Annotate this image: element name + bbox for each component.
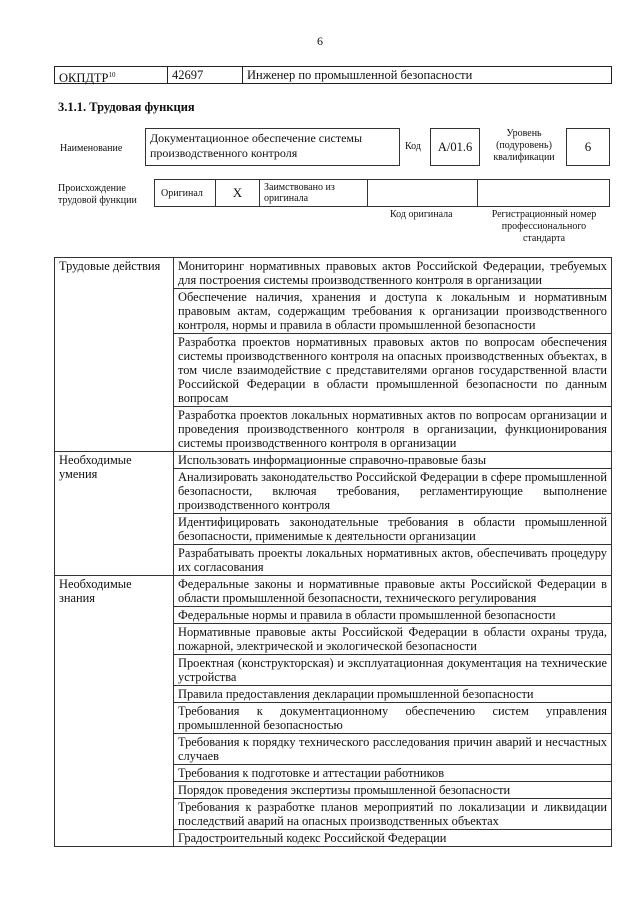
okpdtr-code: 42697 xyxy=(168,67,243,83)
reg-number-cell xyxy=(478,179,610,207)
table-row xyxy=(55,452,612,469)
item-cell: Требования к разработке планов мероприятий по локализации и ликвидации последствий аварий на опасных производственных объектах xyxy=(174,799,612,830)
okpdtr-title: Инженер по промышленной безопасности xyxy=(247,68,473,82)
level-label: Уровень (подуровень) квалификации xyxy=(493,128,555,163)
item-cell: Требования к документационному обеспечению систем управления промышленной безопасностью xyxy=(174,703,612,734)
page-number: 6 xyxy=(317,34,323,48)
table-row xyxy=(55,258,612,289)
item-cell: Разработка проектов нормативных правовых актов по вопросам обеспечения системы производственного контроля на опасных производственных объектах, в том числе взаимодействие с представителями органов государственной власти Российской Федерации в области промышленной безопасности по данным вопросам xyxy=(174,334,612,407)
item-cell: Разработка проектов локальных нормативных актов по вопросам организации и проведения производственного контроля в организации, функционирования системы производственного контроля в организации xyxy=(174,407,612,452)
item-cell: Мониторинг нормативных правовых актов Российской Федерации, требуемых для построения системы производственного контроля в организации xyxy=(174,258,612,289)
function-name: Документационное обеспечение системы производственного контроля xyxy=(145,128,400,166)
item-cell: Использовать информационные справочно-правовые базы xyxy=(174,452,612,469)
original-label: Оригинал xyxy=(154,179,216,207)
reg-number-label: Регистрационный номер профессионального стандарта xyxy=(491,209,597,244)
item-cell: Правила предоставления декларации промышленной безопасности xyxy=(174,686,612,703)
okpdtr-label: ОКПДТР xyxy=(59,71,109,86)
item-cell: Федеральные законы и нормативные правовые акты Российской Федерации в области промышленной безопасности, технического регулирования xyxy=(174,576,612,607)
item-cell: Градостроительный кодекс Российской Федерации xyxy=(174,830,612,847)
category-cell: Необходимые знания xyxy=(55,576,174,847)
original-mark: X xyxy=(216,179,260,207)
labor-function-table xyxy=(54,257,612,847)
name-label: Наименование xyxy=(60,143,123,154)
okpdtr-row xyxy=(54,66,612,84)
okpdtr-footnote: 10 xyxy=(108,71,116,79)
code-label: Код xyxy=(405,141,421,152)
origin-row xyxy=(154,179,610,207)
original-code-cell xyxy=(368,179,478,207)
okpdtr-label-cell xyxy=(55,67,168,86)
item-cell: Проектная (конструкторская) и эксплуатационная документация на технические устройства xyxy=(174,655,612,686)
table-row xyxy=(55,576,612,607)
category-cell: Трудовые действия xyxy=(55,258,174,452)
item-cell: Обеспечение наличия, хранения и доступа к локальным и нормативным правовым актам, содержащим требования к организации производственного контроля, нормы и правила в области промышленной безопасности xyxy=(174,289,612,334)
item-cell: Идентифицировать законодательные требования в области промышленной безопасности, применимые к деятельности организации xyxy=(174,514,612,545)
item-cell: Нормативные правовые акты Российской Федерации в области охраны труда, пожарной, электрической и экологической безопасности xyxy=(174,624,612,655)
item-cell: Требования к подготовке и аттестации работников xyxy=(174,765,612,782)
item-cell: Анализировать законодательство Российской Федерации в сфере промышленной безопасности, включая требования, регламентирующие выполнение производственного контроля xyxy=(174,469,612,514)
origin-label: Происхождение трудовой функции xyxy=(58,183,137,206)
category-cell: Необходимые умения xyxy=(55,452,174,576)
item-cell: Требования к порядку технического расследования причин аварий и несчастных случаев xyxy=(174,734,612,765)
section-title: 3.1.1. Трудовая функция xyxy=(58,100,195,114)
code-original-label: Код оригинала xyxy=(390,209,453,220)
item-cell: Федеральные нормы и правила в области промышленной безопасности xyxy=(174,607,612,624)
function-code: A/01.6 xyxy=(430,128,480,166)
item-cell: Разрабатывать проекты локальных нормативных актов, обеспечивать процедуру их согласования xyxy=(174,545,612,576)
borrowed-label: Заимствовано из оригинала xyxy=(260,179,368,207)
item-cell: Порядок проведения экспертизы промышленной безопасности xyxy=(174,782,612,799)
qualification-level: 6 xyxy=(566,128,610,166)
